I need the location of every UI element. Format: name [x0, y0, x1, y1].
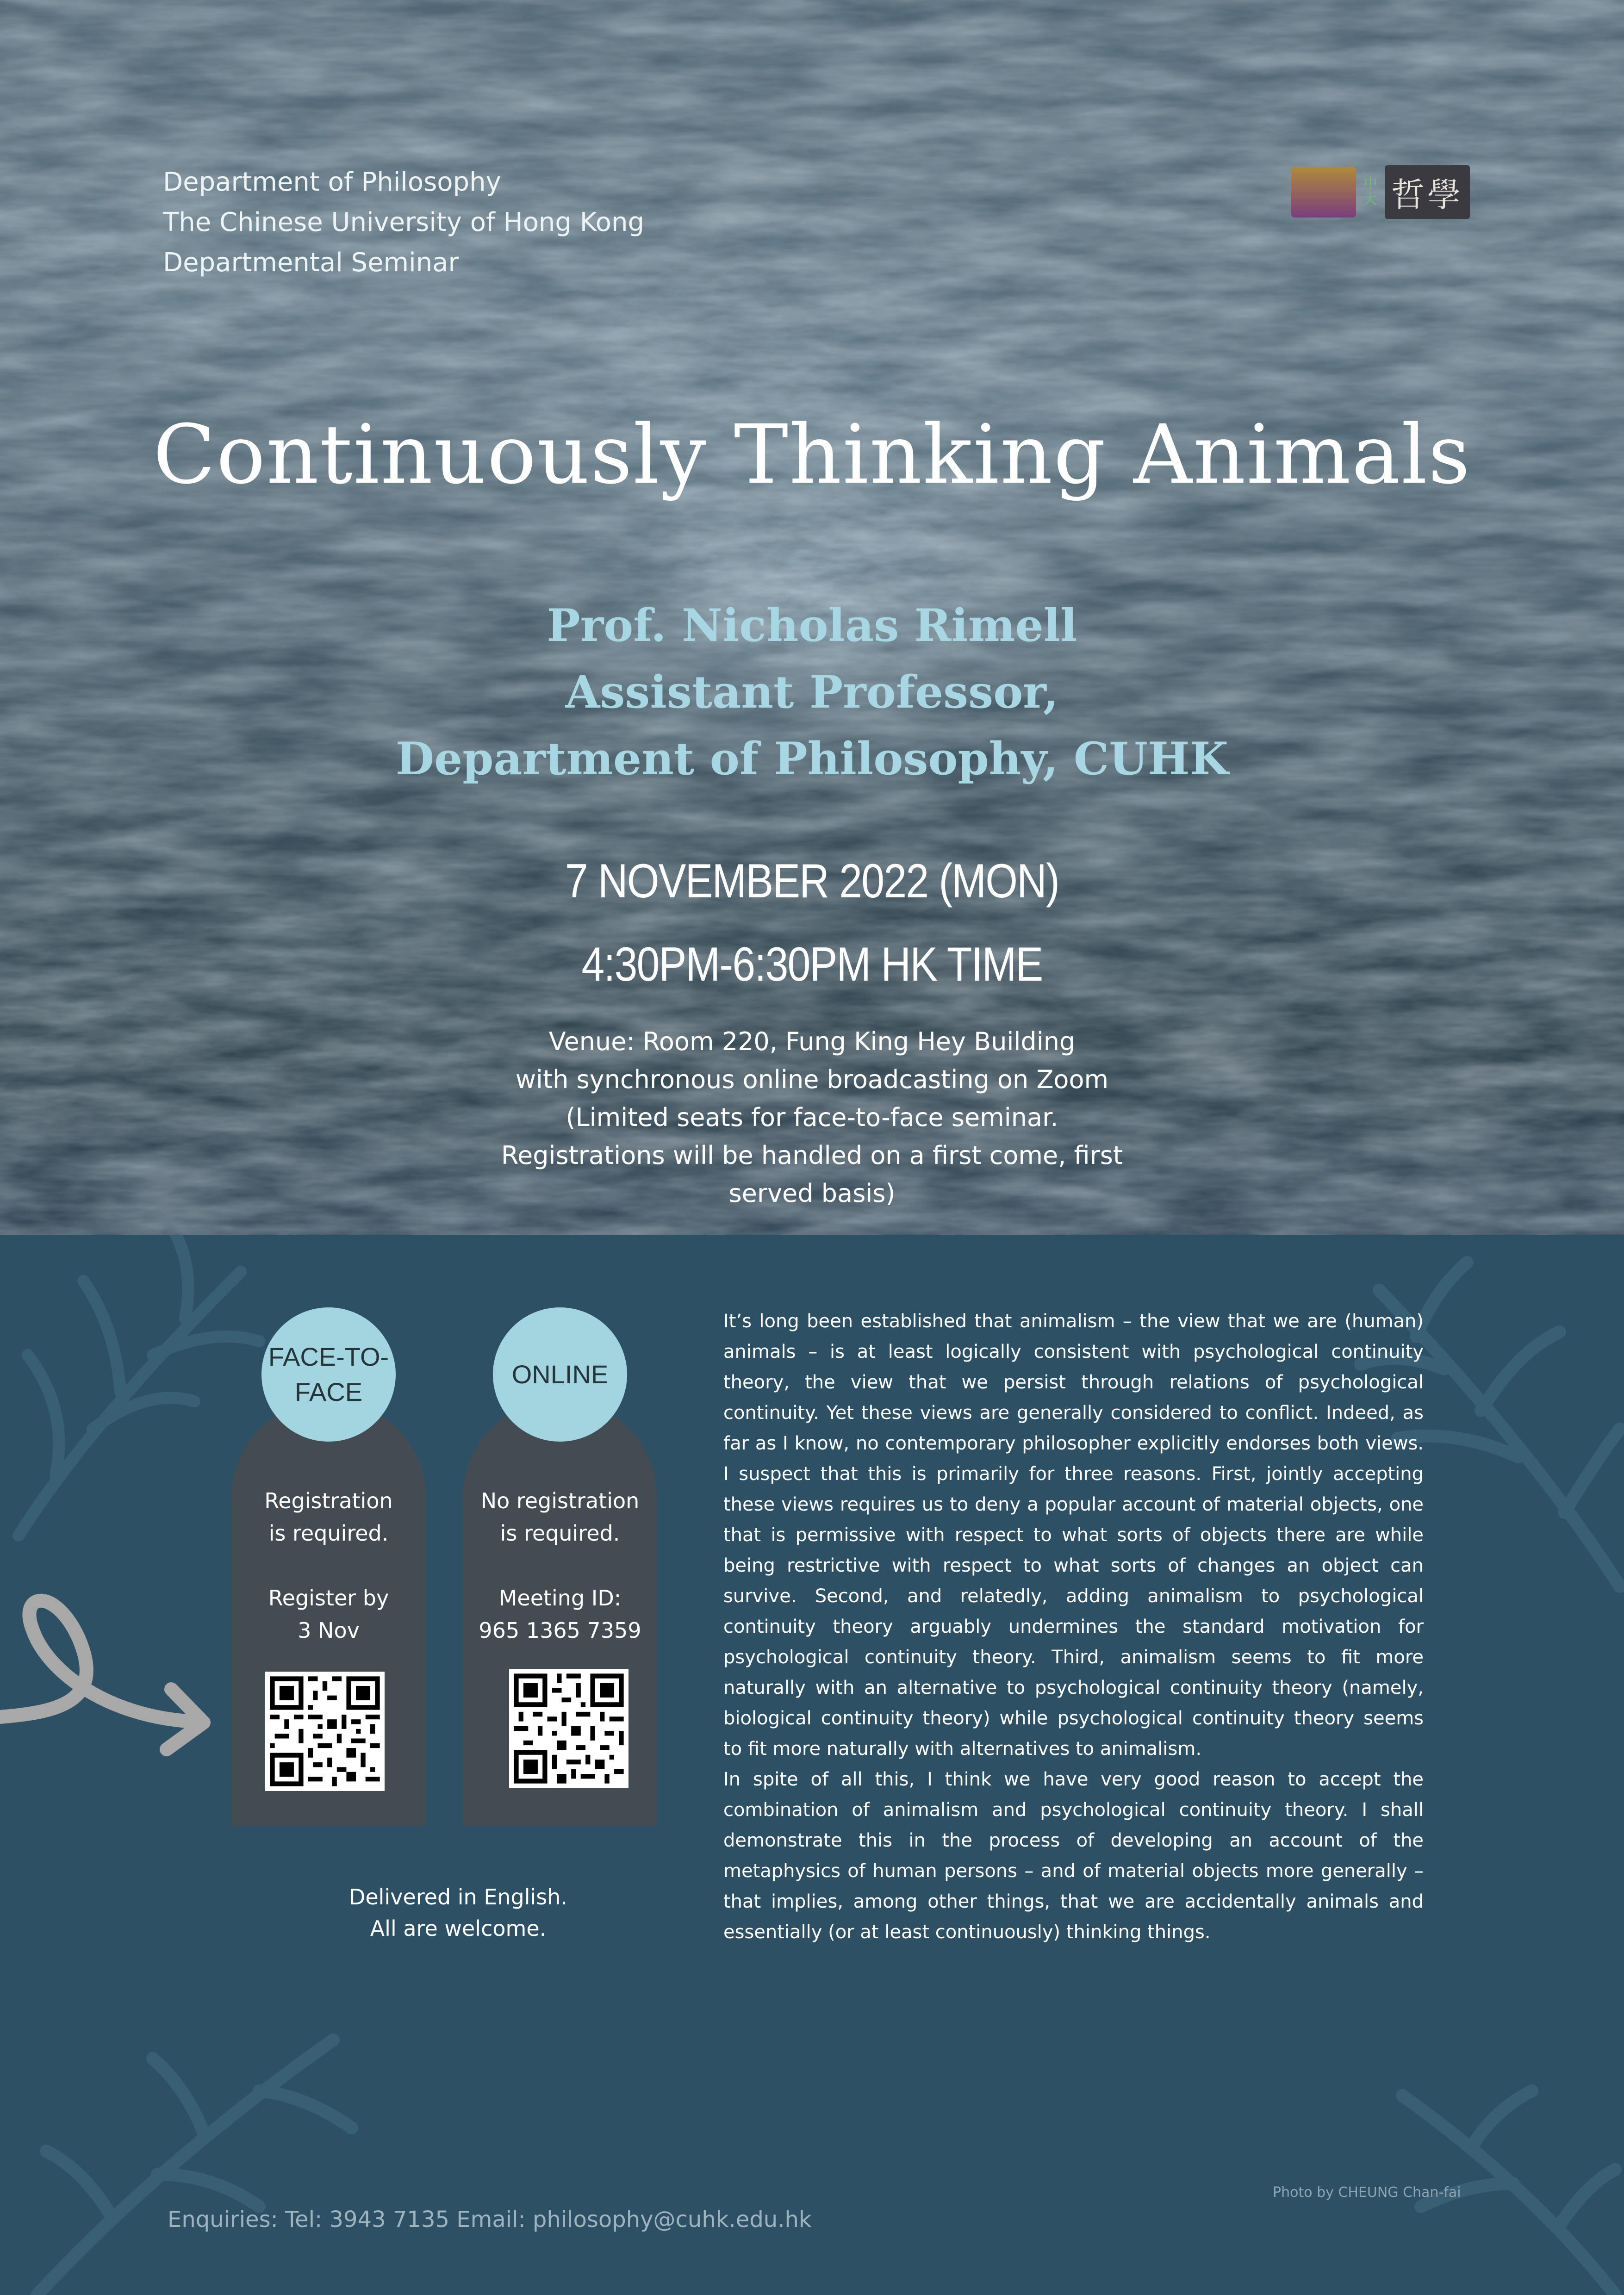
face-to-face-label: FACE [294, 1377, 363, 1406]
header-line: The Chinese University of Hong Kong [163, 207, 644, 237]
seminar-time: 4:30PM-6:30PM HK TIME [581, 938, 1043, 991]
face-to-face-badge [261, 1307, 396, 1442]
logo-text: 哲學 [1385, 165, 1470, 219]
enquiries-contact[interactable]: Enquiries: Tel: 3943 7135 Email: philosophy@cuhk.edu.hk [168, 2207, 812, 2233]
logo-small-text: 中 大 [1363, 176, 1377, 208]
qr-code-icon [265, 1672, 385, 1791]
leaf-decoration-icon [0, 2021, 370, 2295]
seminar-date: 7 NOVEMBER 2022 (MON) [565, 854, 1059, 908]
qr-code-icon [509, 1669, 628, 1788]
registration-qr-code[interactable] [265, 1672, 385, 1791]
online-badge [493, 1307, 627, 1442]
loop-arrow-icon [0, 1564, 222, 1786]
venue-line: (Limited seats for face-to-face seminar. [566, 1103, 1058, 1132]
online-text: No registration is required. Meeting ID: 965 1365 7359 [479, 1488, 641, 1643]
cuhk-crest-icon [1291, 167, 1356, 218]
language-note: Delivered in English. All are welcome. [348, 1885, 568, 1941]
seminar-abstract [723, 1306, 1424, 1947]
speaker-affiliation: Department of Philosophy, CUHK [395, 733, 1229, 785]
cuhk-philosophy-logo [1291, 164, 1470, 220]
venue-line: Registrations will be handled on a first come, first [501, 1141, 1123, 1170]
venue-line: with synchronous online broadcasting on Zoom [515, 1065, 1109, 1094]
photo-credit: Photo by CHEUNG Chan-fai [1273, 2184, 1461, 2201]
face-to-face-label: FACE-TO- [268, 1342, 389, 1371]
online-label: ONLINE [511, 1360, 609, 1389]
abstract-paragraph: In spite of all this, I think we have very good reason to accept the combination of animalism and psychological continuity theory. I shall demonstrate this in the process of developing an account of the metaphysics of human persons – and of material objects more generally – that implies, among other things, that we are accidentally animals and essentially (or at least continuously) thinking things. [723, 1769, 1424, 1943]
venue-line: Venue: Room 220, Fung King Hey Building [548, 1027, 1076, 1056]
header-line: Department of Philosophy [163, 167, 501, 197]
seminar-title: Continuously Thinking Animals [153, 407, 1471, 502]
zoom-qr-code[interactable] [509, 1669, 628, 1788]
speaker-info [0, 592, 1624, 792]
venue-info [0, 1023, 1624, 1213]
leaf-decoration-icon [1365, 2068, 1624, 2295]
face-to-face-text: Registration is required. Register by 3 Nov [264, 1488, 393, 1643]
header-line: Departmental Seminar [163, 248, 459, 278]
venue-line: served basis) [728, 1179, 896, 1208]
speaker-name: Prof. Nicholas Rimell [547, 599, 1077, 652]
speaker-position: Assistant Professor, [565, 666, 1059, 718]
abstract-paragraph: It’s long been established that animalism – the view that we are (human) animals – is at least logically consistent with psychological continuity theory, the view that we persist through relations of psychological continuity. Yet these views are generally considered to conflict. Indeed, as far as I know, no contemporary philosopher explicitly endorses both views. I suspect that this is primarily for three reasons. First, jointly accepting these views requires us to deny a popular account of material objects, one that is permissive with respect to what sorts of objects there are while being restrictive with respect to what sorts of changes an object can survive. Second, and relatedly, adding animalism to psychological continuity theory arguably undermines the standard motivation for psychological continuity theory. Third, animalism seems to fit more naturally with an alternative to psychological continuity theory (namely, biological continuity theory) while psychological continuity theory seems to fit more naturally with alternatives to animalism. [723, 1311, 1424, 1760]
header-department [163, 162, 644, 283]
